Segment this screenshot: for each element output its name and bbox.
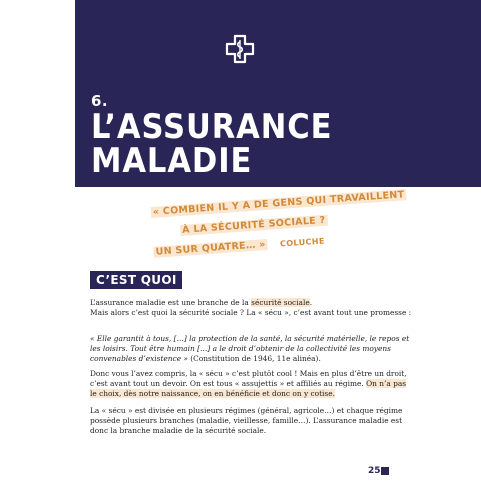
page-number: 25 bbox=[368, 466, 381, 476]
chapter-title-line1: L’ASSURANCE bbox=[91, 107, 333, 147]
p3-highlight: On n’a pas le choix, dès notre naissance, on en bénéficie et donc on y cotise. bbox=[90, 379, 407, 398]
paragraph-4: La « sécu » est divisée en plusieurs régimes (général, agricole…) et chaque régime possède plusieurs branches (maladie, vieillesse, famille…). L’assurance maladie est donc la branche maladie de la sécurité sociale. bbox=[90, 406, 403, 435]
section-heading: C’EST QUOI ? bbox=[90, 271, 182, 289]
chapter-title bbox=[91, 107, 333, 181]
paragraph-1 bbox=[90, 298, 415, 318]
p1-highlight: sécurité sociale bbox=[251, 298, 310, 307]
chapter-number: 6. bbox=[91, 92, 109, 110]
constitution-quote: « Elle garantit à tous, […] la protection de la santé, la sécurité matérielle, le repos et les loisirs. Tout être humain […] a le droit d’obtenir de la collectivité les moyens convenables d’existence » bbox=[90, 334, 410, 363]
p1-text: L’assurance maladie est une branche de la bbox=[90, 298, 252, 307]
epigraph-quote bbox=[150, 186, 405, 260]
quote-line-3: UN SUR QUATRE… » bbox=[155, 239, 267, 258]
p1-line2: Mais alors c’est quoi la sécurité sociale ? La « sécu », c’est avant tout une promesse : bbox=[90, 308, 412, 317]
p3-text: Donc vous l’avez compris, la « sécu » c’est plutôt cool ! Mais en plus d’être un droit, c’est avant tout un devoir. On est tous « assujettis » et affiliés au régime. bbox=[90, 369, 407, 388]
medical-cross-icon bbox=[225, 34, 255, 64]
quote-author: COLUCHE bbox=[279, 236, 326, 249]
p1-end: . bbox=[309, 298, 313, 307]
paragraph-3 bbox=[90, 369, 415, 399]
quote-line-1: « COMBIEN IL Y A DE GENS QUI TRAVAILLENT bbox=[152, 189, 405, 218]
paragraph-2 bbox=[90, 334, 415, 364]
constitution-ref: (Constitution de 1946, 11e alinéa). bbox=[187, 354, 321, 363]
page-number-marker bbox=[381, 467, 389, 475]
chapter-title-line2: MALADIE bbox=[91, 141, 253, 181]
quote-line-2: À LA SÉCURITÉ SOCIALE ? bbox=[181, 214, 326, 236]
